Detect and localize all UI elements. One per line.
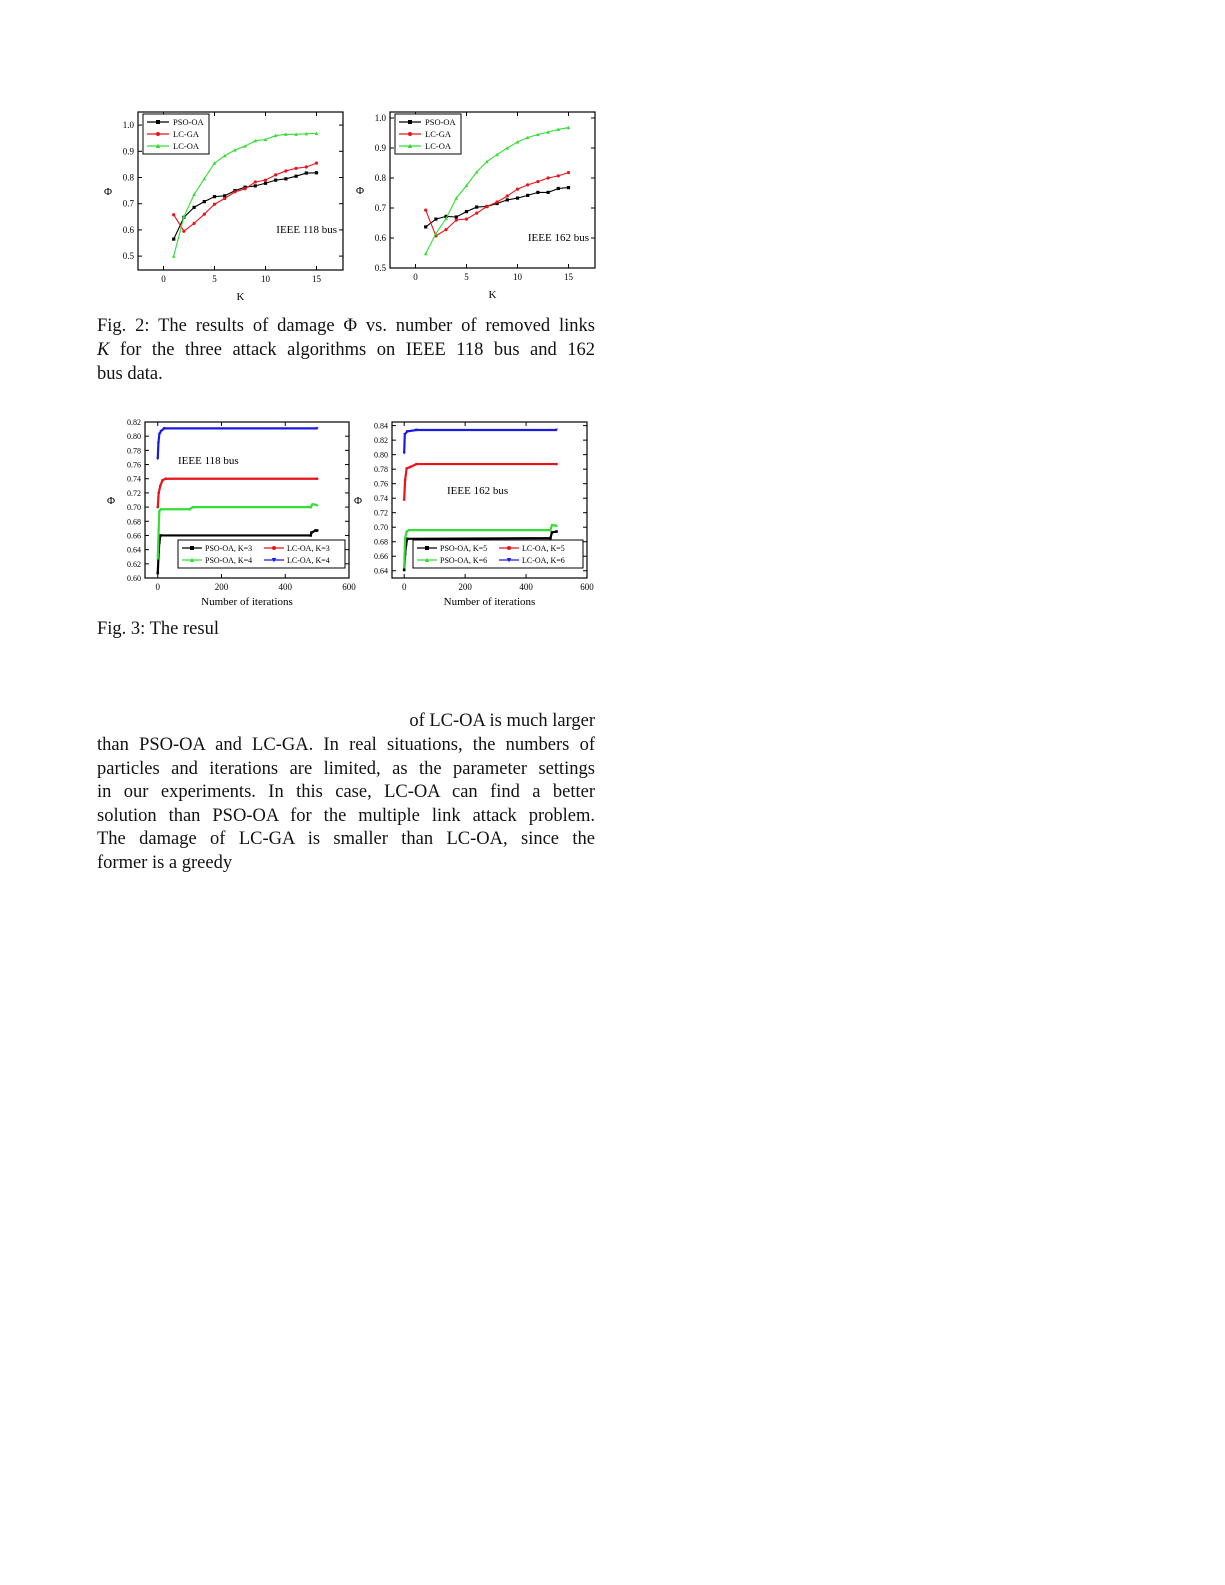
data-point-marker [309,534,312,537]
y-tick-label: 0.78 [127,446,141,456]
x-tick-label: 200 [458,582,472,592]
y-axis-label: Φ [355,185,365,197]
data-point-marker [567,171,570,174]
data-point-marker [516,188,519,191]
data-point-marker [555,463,558,466]
data-point-marker [254,184,257,187]
data-point-marker [294,167,297,170]
data-point-marker [557,174,560,177]
y-tick-label: 0.7 [122,198,134,209]
y-tick-label: 0.74 [374,494,388,504]
paragraph-line: former is a greedy [97,853,233,873]
y-tick-label: 0.8 [374,173,386,183]
y-tick-label: 0.80 [127,432,141,442]
y-tick-label: 0.78 [374,465,388,475]
legend-label: PSO-OA [173,117,204,127]
data-point-marker [223,197,226,200]
data-point-marker [549,537,552,540]
fig2-caption-rest: for the three attack algorithms on IEEE 118 bus and 162 [109,340,595,360]
data-point-marker [516,197,519,200]
x-tick-label: 600 [342,582,356,592]
x-tick-label: 0 [161,274,166,284]
y-tick-label: 0.80 [374,450,388,460]
x-tick-label: 5 [212,274,217,284]
legend-label: PSO-OA [425,117,456,127]
data-point-marker [305,165,308,168]
data-point-marker [536,191,539,194]
x-tick-label: 200 [214,582,229,592]
y-tick-label: 1.0 [122,120,134,131]
data-point-marker [156,132,160,136]
y-tick-label: 0.70 [374,523,388,533]
x-tick-label: 0 [155,582,160,592]
data-point-marker [272,546,276,550]
legend-label: LC-OA, K=6 [522,556,565,565]
data-point-marker [465,218,468,221]
y-tick-label: 0.76 [127,460,141,470]
legend-label: PSO-OA, K=5 [440,544,488,553]
y-tick-label: 0.64 [127,545,141,555]
data-point-marker [495,200,498,203]
data-point-marker [408,132,412,136]
bus-annotation: IEEE 118 bus [178,455,239,467]
data-point-marker [316,477,319,480]
paragraph-line: The damage of LC-GA is smaller than LC-OA, since the [97,829,595,849]
data-point-marker [157,492,160,495]
y-tick-label: 0.6 [122,224,134,235]
y-tick-label: 0.9 [122,146,134,157]
series-line-lc-ga [174,163,317,231]
legend-label: PSO-OA, K=4 [205,556,253,565]
y-tick-label: 0.74 [127,474,141,484]
data-point-marker [315,171,318,174]
data-point-marker [203,200,206,203]
legend-label: LC-GA [425,129,451,139]
data-point-marker [434,218,437,221]
y-tick-label: 0.5 [374,263,386,273]
data-point-marker [409,466,412,469]
data-point-marker [555,530,558,533]
data-point-marker [406,538,409,541]
y-tick-label: 0.82 [374,436,388,446]
data-point-marker [507,546,511,550]
data-point-marker [159,485,162,488]
bus-annotation: IEEE 162 bus [447,485,509,497]
data-point-marker [475,206,478,209]
y-tick-label: 0.60 [127,574,141,583]
data-point-marker [424,209,427,212]
y-tick-label: 0.82 [127,418,141,427]
data-point-marker [485,205,488,208]
y-tick-label: 0.66 [374,552,388,562]
y-tick-label: 0.9 [374,143,386,153]
paragraph-line: in our experiments. In this case, LC-OA can find a better [97,782,595,802]
data-point-marker [403,452,406,455]
series-line-lc-oa-k-3 [158,479,317,507]
data-point-marker [213,195,216,198]
data-point-marker [404,479,407,482]
x-tick-label: 10 [512,272,522,282]
data-point-marker [415,463,418,466]
data-point-marker [424,225,427,228]
fig3-chart-162-bus [345,410,600,610]
fig2-chart-162-bus [345,100,600,305]
data-point-marker [294,175,297,178]
legend-label: PSO-OA, K=3 [205,544,253,553]
y-axis-label: Φ [106,495,116,507]
x-tick-label: 15 [311,274,321,284]
fig2-chart-118-bus [95,100,350,305]
x-axis-label: Number of iterations [201,596,293,608]
y-tick-label: 0.76 [374,479,388,489]
y-tick-label: 0.68 [374,537,388,547]
data-point-marker [506,194,509,197]
data-point-marker [233,190,236,193]
data-point-marker [156,120,160,124]
data-point-marker [274,173,277,176]
data-point-marker [274,179,277,182]
data-point-marker [465,210,468,213]
y-tick-label: 0.84 [374,421,388,431]
data-point-marker [316,529,319,532]
data-point-marker [254,180,257,183]
legend-label: LC-OA [173,141,199,151]
data-point-marker [315,161,318,164]
y-tick-label: 1.0 [374,113,386,123]
x-tick-label: 0 [401,582,407,592]
data-point-marker [182,230,185,233]
data-point-marker [190,546,194,550]
legend-label: LC-GA [173,129,199,139]
data-point-marker [305,171,308,174]
bus-annotation: IEEE 118 bus [276,223,337,236]
data-point-marker [203,213,206,216]
data-point-marker [172,213,175,216]
x-axis-label: K [488,289,497,301]
data-point-marker [213,203,216,206]
series-line-lc-oa-k-6 [404,430,556,453]
bus-annotation: IEEE 162 bus [527,232,589,244]
paragraph-line: particles and iterations are limited, as the parameter settings [97,759,595,779]
legend-label: LC-OA, K=4 [287,556,330,565]
legend-label: LC-OA [425,141,451,151]
paragraph-line: solution than PSO-OA for the multiple link attack problem. [97,806,595,826]
y-tick-label: 0.72 [374,508,388,518]
x-tick-label: 0 [413,272,418,282]
data-point-marker [192,222,195,225]
data-point-marker [455,218,458,221]
paragraph-line: of LC-OA is much larger [409,711,595,731]
data-point-marker [557,187,560,190]
data-point-marker [172,237,175,240]
fig3-caption: Fig. 3: The resul [97,619,219,639]
legend-label: PSO-OA, K=6 [440,556,488,565]
data-point-marker [536,180,539,183]
x-tick-label: 600 [580,582,594,592]
data-point-marker [526,183,529,186]
y-tick-label: 0.66 [127,531,141,541]
data-point-marker [156,572,159,575]
fig3-chart-118-bus [95,410,356,610]
data-point-marker [172,254,176,258]
data-point-marker [475,212,478,215]
x-tick-label: 5 [464,272,469,282]
data-point-marker [405,467,408,470]
data-point-marker [506,198,509,201]
x-tick-label: 400 [519,582,533,592]
y-axis-label: Φ [353,495,363,507]
data-point-marker [192,206,195,209]
y-tick-label: 0.72 [127,488,141,498]
y-tick-label: 0.6 [374,233,386,243]
y-tick-label: 0.8 [122,172,134,183]
data-point-marker [408,120,412,124]
data-point-marker [164,477,167,480]
y-tick-label: 0.7 [374,203,386,213]
data-point-marker [425,546,429,550]
data-point-marker [455,215,458,218]
fig2-caption-line: bus data. [97,364,163,384]
data-point-marker [403,569,406,572]
x-axis-label: Number of iterations [443,596,536,608]
data-point-marker [403,498,406,501]
y-axis-label: Φ [103,186,113,198]
y-tick-label: 0.64 [374,566,388,576]
data-point-marker [264,179,267,182]
fig2-caption-line: Fig. 2: The results of damage Φ vs. number of removed links [97,316,595,336]
data-point-marker [310,531,313,534]
x-tick-label: 15 [563,272,573,282]
data-point-marker [156,506,159,509]
y-tick-label: 0.68 [127,517,141,527]
data-point-marker [526,194,529,197]
data-point-marker [444,228,447,231]
data-point-marker [264,182,267,185]
paragraph-line: than PSO-OA and LC-GA. In real situations, the numbers of [97,735,595,755]
data-point-marker [161,479,164,482]
y-tick-label: 0.62 [127,559,141,569]
data-point-marker [156,458,159,461]
legend-label: LC-OA, K=5 [522,544,565,553]
data-point-marker [243,187,246,190]
data-point-marker [546,191,549,194]
data-point-marker [284,177,287,180]
y-tick-label: 0.70 [127,503,141,513]
data-point-marker [284,169,287,172]
x-tick-label: 400 [278,582,292,592]
y-tick-label: 0.5 [122,251,134,262]
fig2-caption-line: K for the three attack algorithms on IEEE 118 bus and 162 [97,340,595,360]
data-point-marker [567,186,570,189]
x-tick-label: 10 [260,274,270,284]
legend-label: LC-OA, K=3 [287,544,330,553]
x-axis-label: K [236,291,245,303]
data-point-marker [546,176,549,179]
